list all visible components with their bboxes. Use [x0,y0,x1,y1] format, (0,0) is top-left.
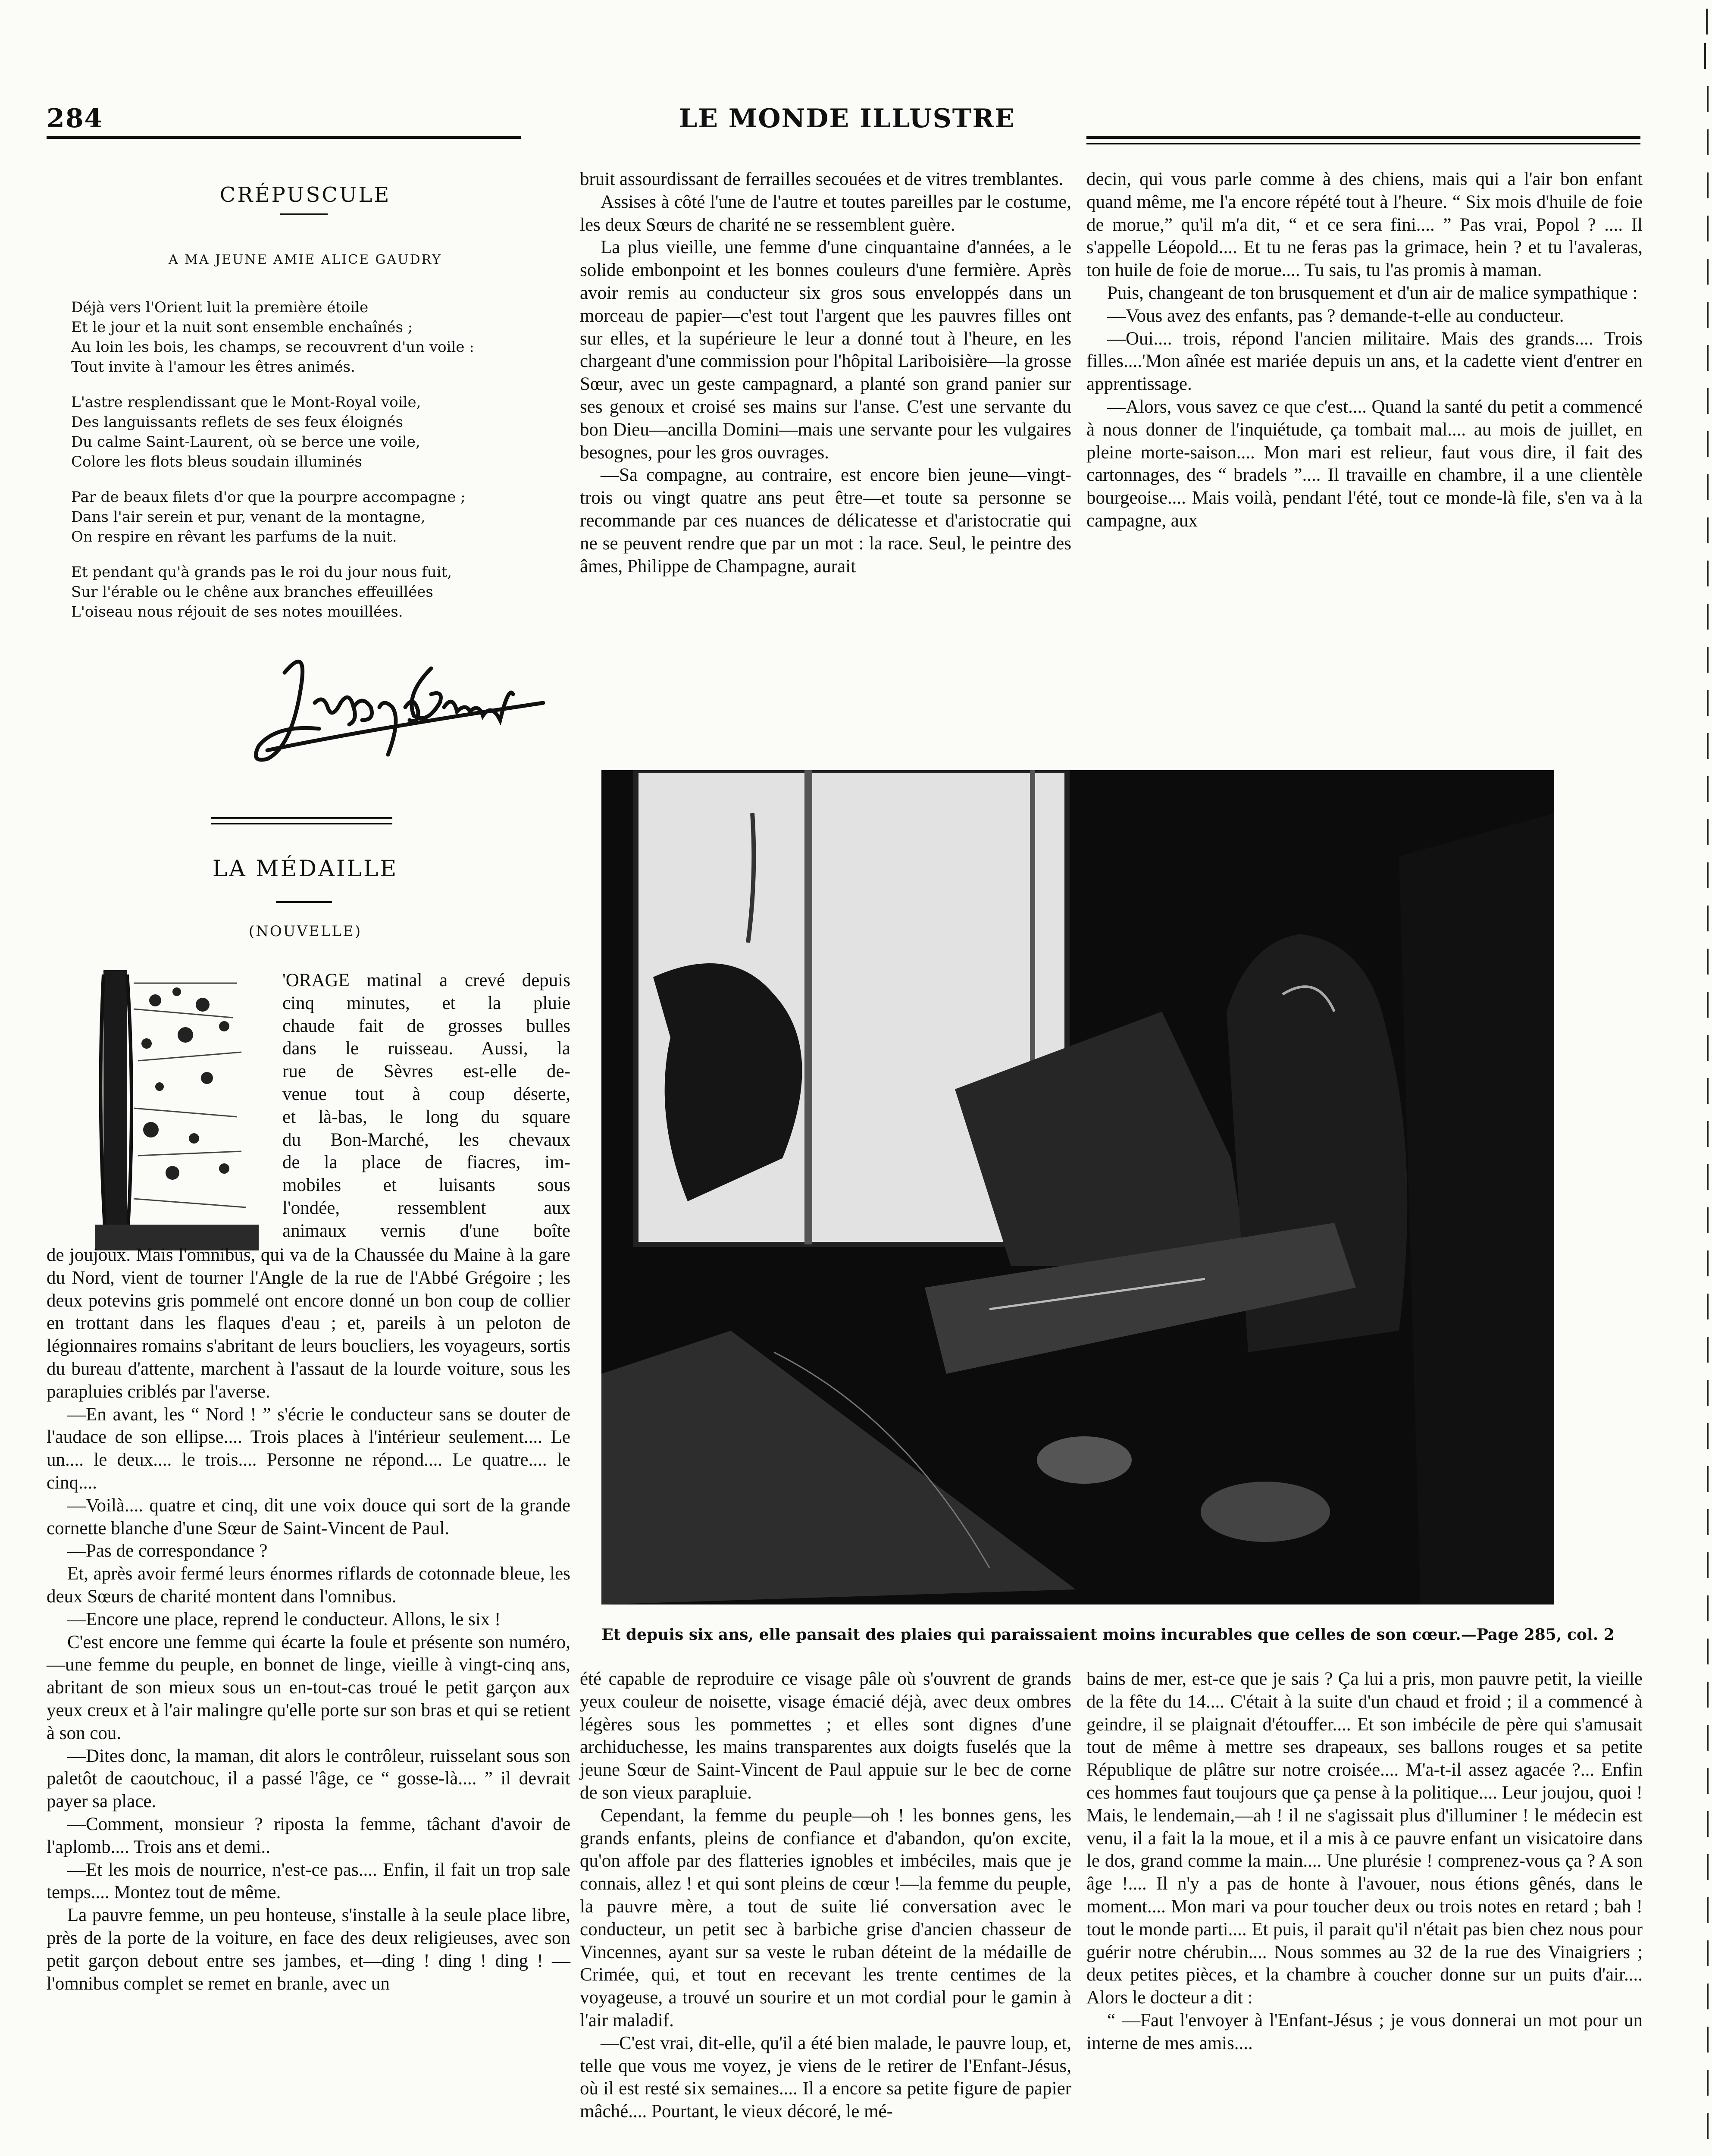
paragraph: —Sa compagne, au contraire, est encore bien jeune—vingt-trois ou vingt quatre ans peut être—et toute sa personne se recommande par ces nuances de délicatesse et d'aristocratie qui ne se peuvent rendre que par un mot : la race. Seul, le peintre des âmes, Philippe de Champagne, aurait [580,465,1071,577]
paragraph: La pauvre femme, un peu honteuse, s'installe à la seule place libre, près de la porte de la voiture, en face des deux religieuses, avec son petit garçon debout entre ses jambes, et—ding ! ding ! ding ! —l'omnibus complet se remet en branle, avec un [47,1905,570,1994]
dropcap-line: rue de Sèvres est-elle de- [282,1061,570,1082]
dropcap-line: et là-bas, le long du square [282,1106,570,1127]
paragraph: Puis, changeant de ton brusquement et d'un air de malice sympathique : [1107,282,1638,303]
column-2-top [580,168,1071,578]
paragraph: —En avant, les “ Nord ! ” s'écrie le conducteur sans se douter de l'audace de son ellipse.... Trois places à l'intérieur seulement.... Le un.... le deux.... le trois.... Personne ne répond.... Le quatre.... le cinq.... [47,1404,570,1493]
paragraph: Et, après avoir fermé leurs énormes riflards de cotonnade bleue, les deux Sœurs de charité montent dans l'omnibus. [47,1564,570,1607]
poem-title: CRÉPUSCULE [219,183,391,207]
poem-line: Sur l'érable ou le chêne aux branches effeuillées [71,583,433,601]
dropcap-line: du Bon-Marché, les chevaux [282,1129,570,1150]
story-title: LA MÉDAILLE [212,856,398,882]
poem-stanza [71,392,588,472]
paragraph: “ —Faut l'envoyer à l'Enfant-Jésus ; je vous donnerai un mot pour un interne de mes amis.... [1086,2010,1643,2053]
poem-line: Des languissants reflets de ses feux éloignés [71,414,403,431]
paragraph: decin, qui vous parle comme à des chiens, mais qui a l'air bon enfant quand même, me l'a encore répété tout à l'heure. “ Six mois d'huile de foie de morue,” qu'il m'a dit, “ et ce sera fini.... ” Pas vrai, Popol ? .... Il s'appelle Léopold.... Et tu ne feras pas la grimace, hein ? et tu l'avaleras, ton huile de foie de morue.... Tu sais, tu l'as promis à maman. [1086,169,1643,281]
poem-dedication: A MA JEUNE AMIE ALICE GAUDRY [169,252,442,267]
header-rule-right-thin [1086,143,1640,144]
dropcap-line: 'ORAGE matinal a crevé depuis [282,970,570,990]
poem-stanza [71,487,588,547]
paragraph: —Voilà.... quatre et cinq, dit une voix douce qui sort de la grande cornette blanche d'une Sœur de Saint-Vincent de Paul. [47,1495,570,1539]
page-number: 284 [47,103,103,134]
paragraph: —Oui.... trois, répond l'ancien militaire. Mais des grands.... Trois filles....'Mon aînée est mariée depuis un ans, et la cadette vient d'entrer en apprentissage. [1086,328,1643,395]
column-3-top [1086,168,1643,533]
story-title-rule [276,901,332,903]
header-rule-left [47,136,521,139]
illustration-nun-by-window [601,770,1554,1604]
paragraph: —Alors, vous savez ce que c'est.... Quand la santé du petit a commencé à nous donner de l'inquiétude, ça tombait mal.... au mois de juillet, en pleine morte-saison.... Mon mari est relieur, faut vous dire, il fait des cartonnages, des “ bradels ”.... Il travaille en chambre, il a une clientèle bourgeoise.... Mais voilà, pendant l'été, tout ce monde-là file, s'en va à la campagne, aux [1086,396,1643,531]
signature [241,642,569,780]
dropcap-illustration [95,966,276,1255]
poem-title-rule [280,213,328,215]
section-rule [211,817,392,819]
paragraph: bains de mer, est-ce que je sais ? Ça lui a pris, mon pauvre petit, la vieille de la fête du 14.... C'était à la suite d'un chaud et froid ; il a commencé à geindre, il se plaignait d'étouffer.... Et son imbécile de père qui s'amusait tout de même à mettre ses drapeaux, ses ballons rouges et sa petite République de plâtre sur notre croisée.... M'a-t-il assez agacée ?... Enfin ces hommes faut toujours que ça pense à la politique.... Leur joujou, quoi ! Mais, le lendemain,—ah ! il ne s'agissait plus d'illuminer ! le médecin est venu, il a fait la la moue, et il a mis à ce pauvre enfant un visicatoire dans le dos, grand comme la main.... Une plurésie ! comprenez-vous ça ? A son âge !.... Il n'y a pas de honte à l'avouer, nous étions gênés, dans le moment.... Mon mari va pour toucher deux ou trois notes en retard ; bah ! tout le monde parti.... Et puis, il parait qu'il n'était pas bien chez nous pour guérir notre chérubin.... Nous sommes au 32 de la rue des Vinaigriers ; deux petites pièces, et la chambre à coucher donne sur un puits d'air.... Alors le docteur a dit : [1086,1669,1643,2008]
story-subtitle: (NOUVELLE) [248,923,362,940]
header-rule-right [1086,136,1640,139]
column-3-bottom [1086,1668,1643,2055]
poem-stanza [71,562,588,622]
poem-line: Et pendant qu'à grands pas le roi du jour nous fuit, [71,564,452,581]
dropcap-line: venue tout à coup déserte, [282,1084,570,1104]
poem-line: Tout invite à l'amour les êtres animés. [71,358,355,376]
poem-body [71,298,588,637]
paragraph: de joujoux. Mais l'omnibus, qui va de la Chaussée du Maine à la gare du Nord, vient de tourner l'Angle de la rue de l'Abbé Grégoire ; les deux potevins gris pommelé ont encore donné un bon coup de collier en trottant dans les flaques d'eau ; et, pareils à un peloton de légionnaires romains s'abritant de leurs boucliers, les voyageurs, sortis du bureau d'attente, marchent à l'assaut de la lourde voiture, sous les parapluies criblés par l'averse. [47,1245,570,1402]
poem-line: Colore les flots bleus soudain illuminés [71,453,362,470]
paragraph: bruit assourdissant de ferrailles secouées et de vitres tremblantes. [580,169,1064,189]
poem-line: L'astre resplendissant que le Mont-Royal voile, [71,394,421,411]
poem-line: Au loin les bois, les champs, se recouvrent d'un voile : [71,338,474,356]
illustration-caption: Et depuis six ans, elle pansait des plaies qui paraissaient moins incurables que celles de son cœur.—Page 285, col. 2 [601,1626,1615,1644]
poem-line: Par de beaux filets d'or que la pourpre accompagne ; [71,489,466,506]
paragraph: —Pas de correspondance ? [67,1541,268,1561]
journal-title: LE MONDE ILLUSTRE [679,103,1016,134]
dropcap-line: mobiles et luisants sous [282,1175,570,1196]
poem-line: Du calme Saint-Laurent, où se berce une voile, [71,433,420,451]
paragraph: —Vous avez des enfants, pas ? demande-t-elle au conducteur. [1107,305,1564,326]
paragraph: —Comment, monsieur ? riposta la femme, tâchant d'avoir de l'aplomb.... Trois ans et demi.. [47,1814,570,1857]
dropcap-text [282,969,570,1243]
poem-line: L'oiseau nous réjouit de ses notes mouillées. [71,603,403,620]
paragraph: Cependant, la femme du peuple—oh ! les bonnes gens, les grands enfants, pleins de confiance et d'abandon, qu'on excite, qu'on affole par des flatteries ignobles et imbéciles, mais que je connais, allez ! et qui sont pleins de cœur !—la femme du peuple, la pauvre mère, a tout de suite lié conversation avec le conducteur, un petit sec à barbiche grise d'ancien chasseur de Vincennes, ayant sur sa veste le ruban déteint de la médaille de Crimée, qui, et tout en recevant les trente centimes de la voyageuse, a trouvé un sourire et un mot cordial pour le gamin à l'air maladif. [580,1805,1071,2031]
poem-line: On respire en rêvant les parfums de la nuit. [71,528,397,545]
dropcap-line: chaude fait de grosses bulles [282,1015,570,1036]
paragraph: La plus vieille, une femme d'une cinquantaine d'années, a le solide embonpoint et les bonnes couleurs d'une fermière. Après avoir remis au conducteur six gros sous enveloppés dans un morceau de papier—c'est tout l'argent que les pauvres filles ont sur elles, et la supérieure le leur a donné tout à l'heure, en les chargeant d'une commission pour l'hôpital Lariboisière—la grosse Sœur, avec un geste campagnard, a planté son grand panier sur ses genoux et croisé ses mains sur l'anse. C'est une servante du bon Dieu—ancilla Domini—mais une servante pour les vulgaires besognes, pour les gros ouvrages. [580,237,1071,463]
poem-stanza [71,298,588,377]
poem-line: Déjà vers l'Orient luit la première étoile [71,299,369,316]
column-1 [47,1244,570,1995]
paragraph: —Encore une place, reprend le conducteur. Allons, le six ! [67,1609,501,1630]
paragraph: —Et les mois de nourrice, n'est-ce pas.... Enfin, il fait un trop sale temps.... Montez tout de même. [47,1859,570,1903]
poem-line: Dans l'air serein et pur, venant de la montagne, [71,508,426,526]
section-rule-thin [211,823,392,824]
paragraph: —C'est vrai, dit-elle, qu'il a été bien malade, le pauvre loup, et, telle que vous me voyez, je viens de le retirer de l'Enfant-Jésus, où il est resté six semaines.... Il a encore sa petite figure de papier mâché.... Pourtant, le vieux décoré, le mé- [580,2033,1071,2122]
column-2-bottom [580,1668,1071,2123]
dropcap-line: animaux vernis d'une boîte [282,1220,570,1241]
paragraph: été capable de reproduire ce visage pâle où s'ouvrent de grands yeux couleur de noisette, visage émacié déjà, avec deux ombres légères sous les pommettes ; et elles sont dignes d'une archiduchesse, les mains transparentes aux doigts fuselés que la jeune Sœur de Saint-Vincent de Paul appuie sur le bec de corne de son vieux parapluie. [580,1669,1071,1803]
dropcap-line: cinq minutes, et la pluie [282,993,570,1013]
page-edge-marks [1699,0,1712,2156]
paragraph: Assises à côté l'une de l'autre et toutes pareilles par le costume, les deux Sœurs de charité ne se ressemblent guère. [580,191,1071,235]
paragraph: C'est encore une femme qui écarte la foule et présente son numéro,—une femme du peuple, en bonnet de linge, vieille à vingt-cinq ans, abritant de son mieux sous un en-tout-cas troué le petit garçon aux yeux creux et à l'air malingre qu'elle porte sur son bras et qui se retient à son cou. [47,1632,570,1743]
paragraph: —Dites donc, la maman, dit alors le contrôleur, ruisselant sous son paletôt de caoutchouc, il a passé l'âge, ce “ gosse-là.... ” il devrait payer sa place. [47,1745,570,1812]
dropcap-line: l'ondée, ressemblent aux [282,1197,570,1218]
dropcap-line: de la place de fiacres, im- [282,1152,570,1173]
poem-line: Et le jour et la nuit sont ensemble enchaînés ; [71,319,413,336]
dropcap-line: dans le ruisseau. Aussi, la [282,1038,570,1059]
